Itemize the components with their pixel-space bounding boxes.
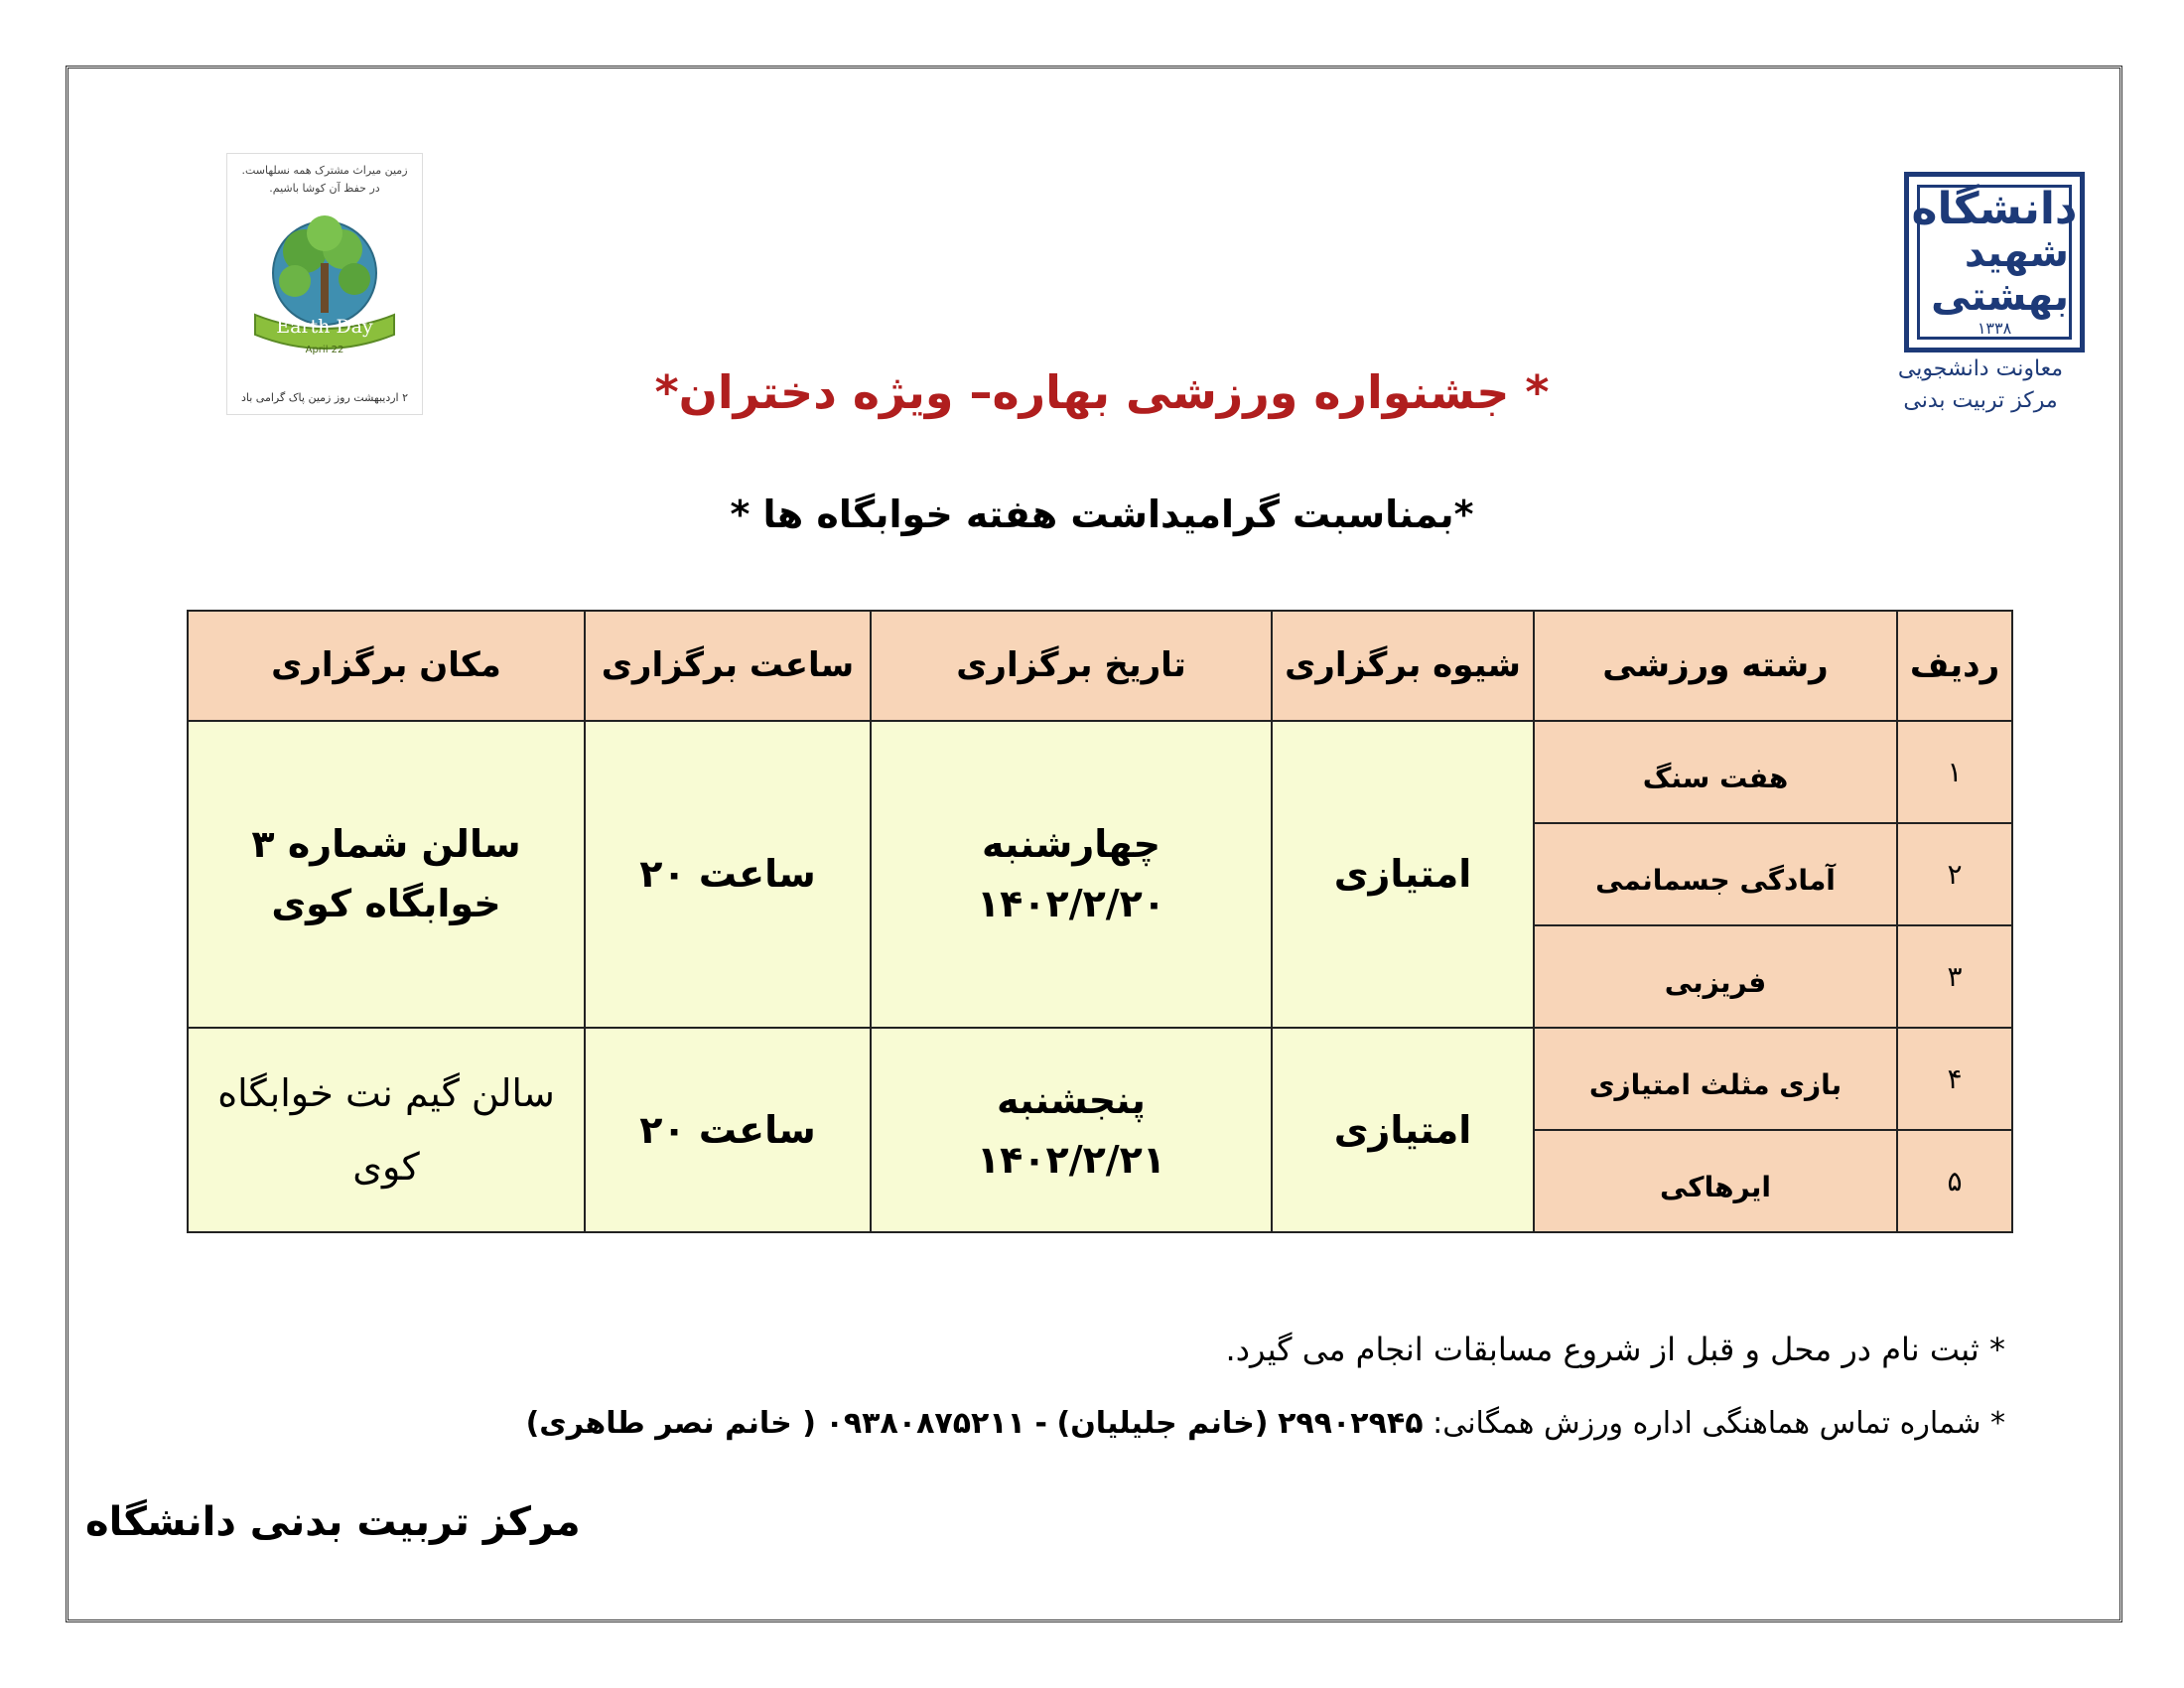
logo-line1: دانشگاه <box>1911 183 2078 234</box>
table-header-row <box>188 611 2012 721</box>
note-contact <box>298 1406 2005 1441</box>
header-row-number: ردیف <box>1897 611 2012 721</box>
row-number: ۲ <box>1897 823 2012 925</box>
row-sport: بازی مثلث امتیازی <box>1534 1028 1897 1130</box>
table-row <box>188 721 2012 823</box>
row-sport: فریزبی <box>1534 925 1897 1028</box>
poster-bottom-text: ۲ اردیبهشت روز زمین پاک گرامی باد <box>240 391 409 404</box>
group2-method: امتیازی <box>1272 1028 1534 1232</box>
poster-caption1: زمین میراث مشترک همه نسلهاست. <box>241 164 408 177</box>
logo-year: ۱۳۳۸ <box>1977 318 2012 338</box>
group2-time: ساعت ۲۰ <box>585 1028 871 1232</box>
row-number: ۳ <box>1897 925 2012 1028</box>
earth-tree-icon <box>235 204 414 372</box>
header-method: شیوه برگزاری <box>1272 611 1534 721</box>
header-venue: مکان برگزاری <box>188 611 585 721</box>
group1-time: ساعت ۲۰ <box>585 721 871 1028</box>
row-number: ۱ <box>1897 721 2012 823</box>
note-registration: * ثبت نام در محل و قبل از شروع مسابقات انجام می گیرد. <box>1225 1331 2005 1368</box>
contact-name2: ( خانم نصر طاهری) <box>525 1406 816 1441</box>
group1-day: چهارشنبه <box>981 822 1161 867</box>
poster-date: April 22 <box>305 345 344 355</box>
row-sport: آمادگی جسمانمی <box>1534 823 1897 925</box>
group1-venue-cell <box>188 721 585 1028</box>
group1-venue1: سالن شماره ۳ <box>251 822 521 867</box>
department-label <box>1866 353 2095 417</box>
group2-day: پنجشنبه <box>997 1077 1146 1122</box>
group2-venue-cell <box>188 1028 585 1232</box>
header-time: ساعت برگزاری <box>585 611 871 721</box>
notes <box>298 1331 2005 1441</box>
logo-line2: شهید بهشتی <box>1931 229 2069 320</box>
table-row <box>188 1028 2012 1130</box>
contact-phone2: ۰۹۳۸۰۸۷۵۲۱۱ <box>825 1406 1025 1441</box>
group1-method: امتیازی <box>1272 721 1534 1028</box>
group2-date-cell <box>871 1028 1272 1232</box>
group2-date: ۱۴۰۲/۲/۲۱ <box>976 1137 1166 1182</box>
group1-date-cell <box>871 721 1272 1028</box>
header-date: تاریخ برگزاری <box>871 611 1272 721</box>
earth-day-poster <box>226 153 423 415</box>
group1-date: ۱۴۰۲/۲/۲۰ <box>976 882 1166 926</box>
group2-venue1: سالن گیم نت خوابگاه <box>217 1070 555 1115</box>
row-sport: ایرهاکی <box>1534 1130 1897 1232</box>
poster-caption2: در حفظ آن کوشا باشیم. <box>269 182 380 195</box>
schedule-table <box>187 610 2013 1233</box>
contact-phone1: ۲۹۹۰۲۹۴۵ <box>1278 1406 1424 1441</box>
university-logo <box>1904 172 2085 352</box>
page-title: * جشنواره ورزشی بهاره– ویژه دختران* <box>654 365 1550 419</box>
group2-venue2: کوی <box>352 1144 420 1189</box>
department-line2: مرکز تربیت بدنی <box>1903 388 2058 413</box>
contact-name1: (خانم جلیلیان) <box>1056 1406 1269 1441</box>
row-sport: هفت سنگ <box>1534 721 1897 823</box>
header-sport: رشته ورزشی <box>1534 611 1897 721</box>
group1-venue2: خوابگاه کوی <box>271 882 501 926</box>
signature: مرکز تربیت بدنی دانشگاه <box>85 1499 581 1545</box>
department-line1: معاونت دانشجویی <box>1897 356 2064 381</box>
row-number: ۴ <box>1897 1028 2012 1130</box>
contact-separator: - <box>1034 1406 1047 1441</box>
row-number: ۵ <box>1897 1130 2012 1232</box>
contact-label: * شماره تماس هماهنگی اداره ورزش همگانی: <box>1433 1406 2005 1441</box>
page-subtitle: *بمناسبت گرامیداشت هفته خوابگاه ها * <box>730 492 1474 536</box>
poster-banner: Earth Day <box>276 316 373 338</box>
